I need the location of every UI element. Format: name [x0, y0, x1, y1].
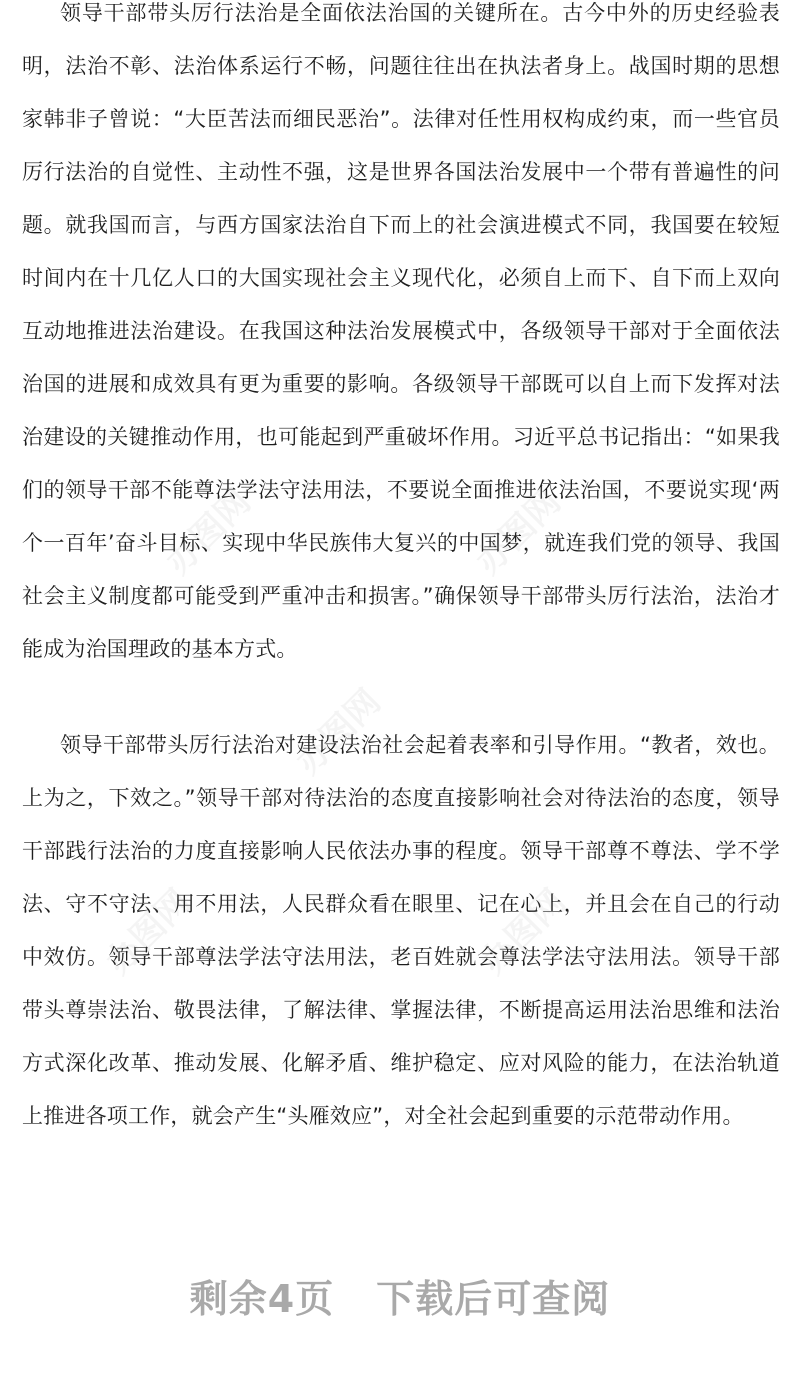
remaining-pages-label: 剩余4页	[189, 1277, 335, 1321]
watermark-logo: 办图网	[158, 481, 259, 583]
watermark-logo: 办图网	[98, 881, 199, 983]
paragraph-2: 领导干部带头厉行法治对建设法治社会起着表率和引导作用。“教者，效也。上为之，下效之。”领导干部对待法治的态度直接影响社会对待法治的态度，领导干部践行法治的力度直接影响人民依法办事的程度。领导干部尊不尊法、学不学法、守不守法、用不用法，人民群众看在眼里、记在心上，并且会在自己的行动中效仿。领导干部尊法学法守法用法，老百姓就会尊法学法守法用法。领导干部带头尊崇法治、敬畏法律，了解法律、掌握法律，不断提高运用法治思维和法治方式深化改革、推动发展、化解矛盾、维护稳定、应对风险的能力，在法治轨道上推进各项工作，就会产生“头雁效应”，对全社会起到重要的示范带动作用。	[22, 733, 780, 1128]
paragraph-1: 领导干部带头厉行法治是全面依法治国的关键所在。古今中外的历史经验表明，法治不彰、法治体系运行不畅，问题往往出在执法者身上。战国时期的思想家韩非子曾说：“大臣苦法而细民恶治”。法律对任性用权构成约束，而一些官员厉行法治的自觉性、主动性不强，这是世界各国法治发展中一个带有普遍性的问题。就我国而言，与西方国家法治自下而上的社会演进模式不同，我国要在较短时间内在十几亿人口的大国实现社会主义现代化，必须自上而下、自下而上双向互动地推进法治建设。在我国这种法治发展模式中，各级领导干部对于全面依法治国的进展和成效具有更为重要的影响。各级领导干部既可以自上而下发挥对法治建设的关键推动作用，也可能起到严重破坏作用。习近平总书记指出：“如果我们的领导干部不能尊法学法守法用法，不要说全面推进依法治国，不要说实现‘两个一百年’奋斗目标、实现中华民族伟大复兴的中国梦，就连我们党的领导、我国社会主义制度都可能受到严重冲击和损害。”确保领导干部带头厉行法治，法治才能成为治国理政的基本方式。	[22, 1, 780, 661]
watermark-logo: 办图网	[288, 681, 389, 783]
download-hint-label: 下载后可查阅	[376, 1277, 611, 1321]
download-prompt[interactable]	[0, 1268, 800, 1328]
watermark-logo: 办图网	[473, 881, 574, 983]
watermark-logo: 办图网	[468, 481, 569, 583]
